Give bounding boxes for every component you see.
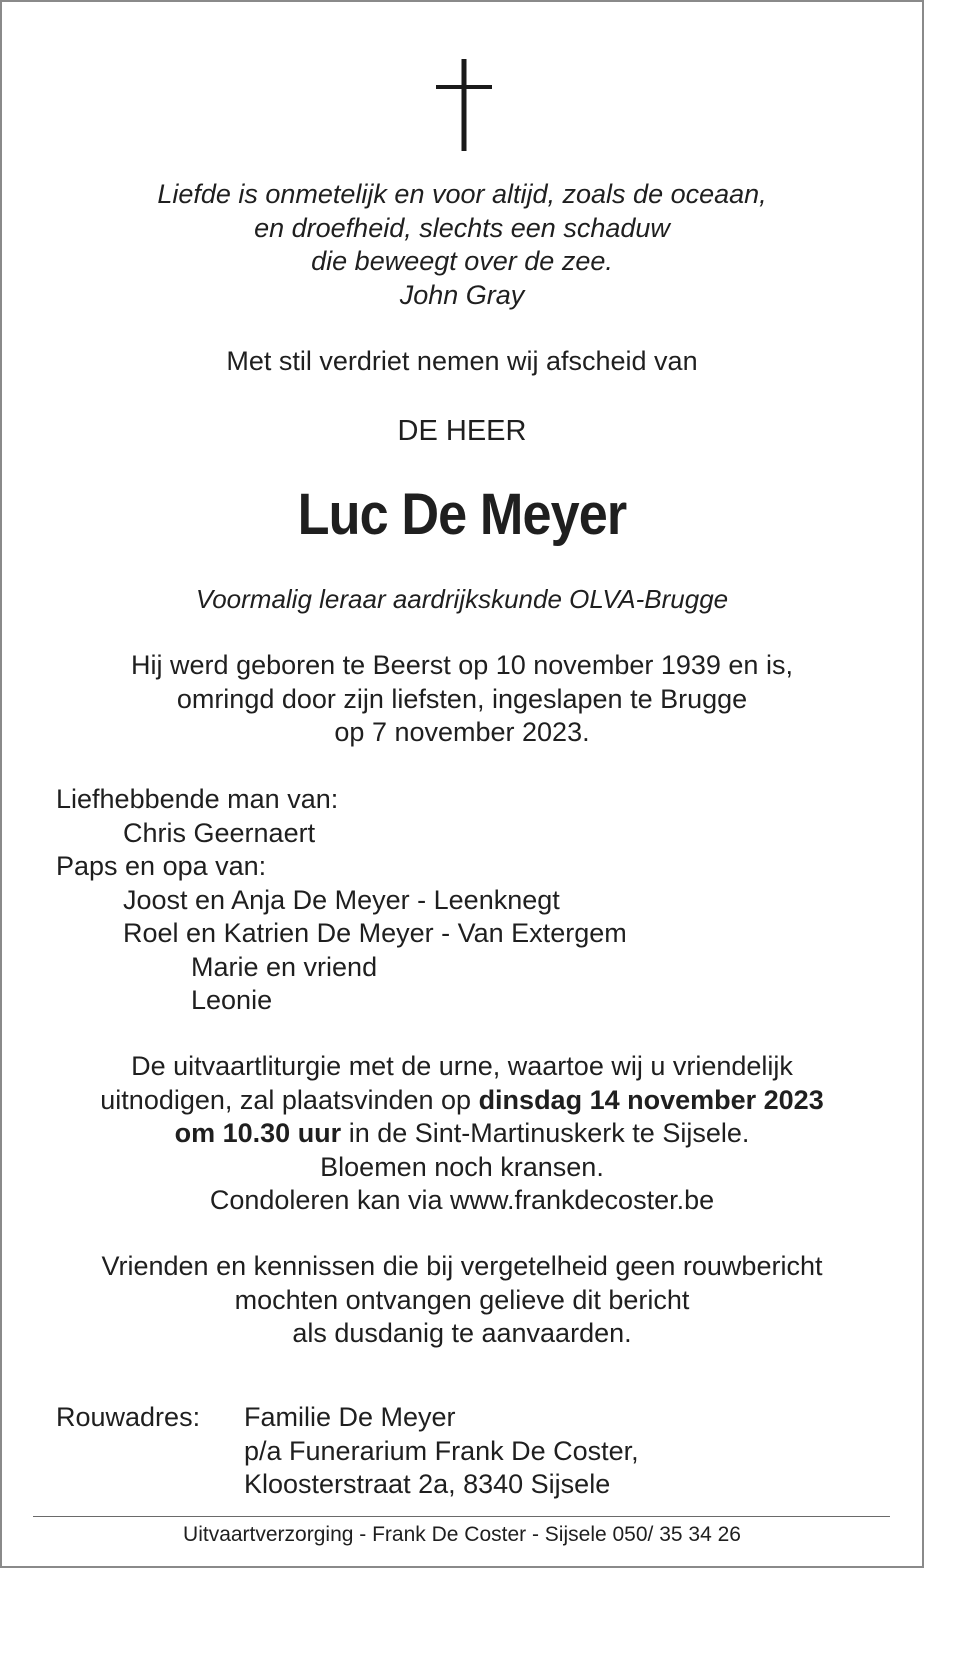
footer-text: Uitvaartverzorging - Frank De Coster - Sijsele 050/ 35 34 26 — [183, 1523, 741, 1546]
birth-line: Hij werd geboren te Beerst op 10 november 1939 en is, — [131, 650, 793, 680]
funeral-line: De uitvaartliturgie met de urne, waartoe wij u vriendelijk — [131, 1051, 793, 1081]
quote-author: John Gray — [399, 279, 525, 310]
child-name: Roel en Katrien De Meyer - Van Extergem — [123, 918, 627, 948]
notice-block — [0, 1250, 924, 1351]
quote-line: en droefheid, slechts een schaduw — [254, 212, 670, 243]
grandchild-name: Marie en vriend — [191, 951, 378, 982]
deceased-name: Luc De Meyer — [297, 482, 627, 547]
notice-line: Vrienden en kennissen die bij vergetelheid geen rouwbericht — [101, 1251, 823, 1281]
occupation-text: Voormalig leraar aardrijkskunde OLVA-Brugge — [195, 584, 729, 614]
intro-text: Met stil verdriet nemen wij afscheid van — [226, 346, 698, 376]
birth-line: omringd door zijn liefsten, ingeslapen te Brugge — [176, 683, 748, 714]
quote-line: die beweegt over de zee. — [311, 246, 613, 276]
address-line: Familie De Meyer — [244, 1402, 456, 1432]
address-label: Rouwadres: — [56, 1402, 201, 1432]
notice-line: mochten ontvangen gelieve dit bericht — [234, 1284, 690, 1315]
spouse-heading: Liefhebbende man van: — [56, 784, 339, 814]
flowers-note: Bloemen noch kransen. — [320, 1151, 604, 1182]
funeral-line — [0, 1084, 924, 1118]
latin-cross-icon — [436, 59, 492, 151]
address-line: Kloosterstraat 2a, 8340 Sijsele — [244, 1469, 611, 1499]
funeral-info-block — [0, 1050, 924, 1218]
children-heading: Paps en opa van: — [56, 851, 267, 881]
spouse-name: Chris Geernaert — [123, 817, 316, 848]
quote-block — [0, 178, 924, 312]
funeral-location: in de Sint-Martinuskerk te Sijsele. — [341, 1118, 750, 1148]
grandchild-name: Leonie — [191, 985, 273, 1015]
child-name: Joost en Anja De Meyer - Leenknegt — [123, 884, 560, 915]
quote-line: Liefde is onmetelijk en voor altijd, zoals de oceaan, — [157, 179, 767, 209]
address-line: p/a Funerarium Frank De Coster, — [244, 1435, 639, 1466]
family-list — [56, 783, 627, 1018]
funeral-date: dinsdag 14 november 2023 — [478, 1084, 824, 1115]
birth-death-block — [0, 649, 924, 750]
mourning-address — [244, 1401, 639, 1502]
footer-divider — [33, 1516, 890, 1517]
funeral-text: uitnodigen, zal plaatsvinden op — [100, 1084, 479, 1115]
funeral-line — [0, 1117, 924, 1151]
birth-line: op 7 november 2023. — [334, 717, 590, 747]
funeral-time: om 10.30 uur — [174, 1118, 342, 1148]
notice-line: als dusdanig te aanvaarden. — [292, 1318, 632, 1348]
honorific-title: DE HEER — [397, 415, 527, 447]
condolence-link-text: Condoleren kan via www.frankdecoster.be — [209, 1185, 715, 1215]
